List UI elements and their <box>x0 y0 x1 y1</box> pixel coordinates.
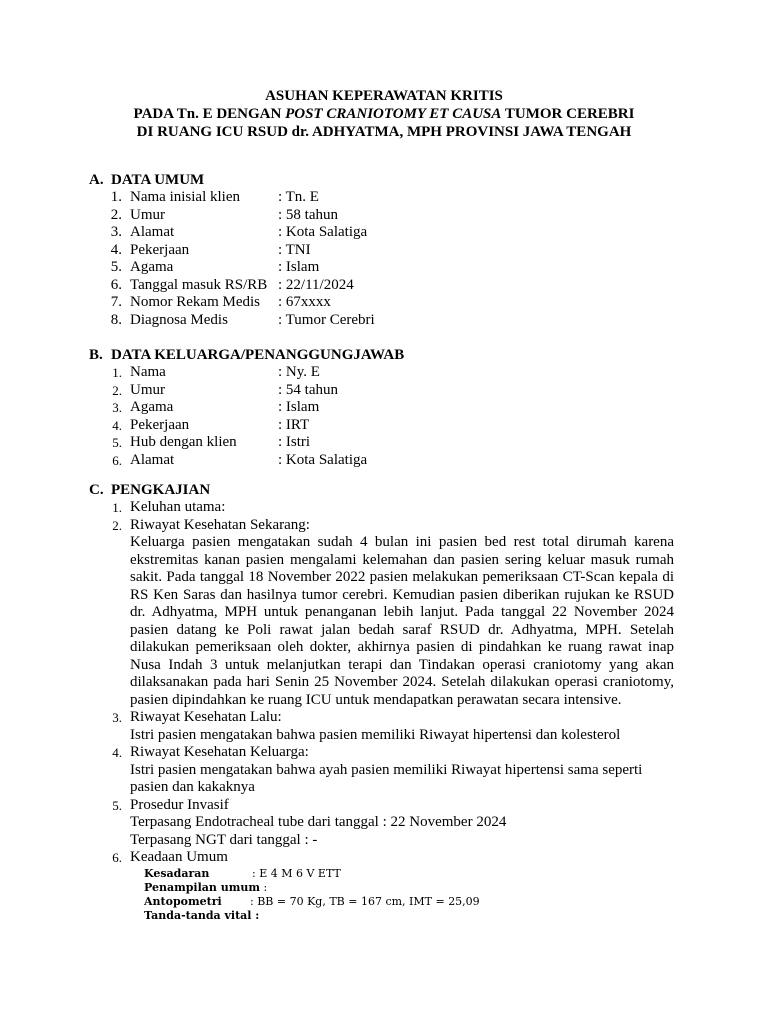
item-label: Nomor Rekam Medis <box>130 294 260 310</box>
item-label: Umur <box>130 381 165 398</box>
item-value: : Tumor Cerebri <box>278 311 375 328</box>
prosedur-ngt: Terpasang NGT dari tanggal : - <box>130 831 318 848</box>
item-num: 1. <box>112 365 122 380</box>
item-num: 2. <box>112 382 122 398</box>
item-num: 3. <box>112 400 122 415</box>
item-label: Diagnosa Medis <box>130 311 228 328</box>
item-value: : Kota Salatiga <box>278 451 368 468</box>
list-item: 5. Prosedur Invasif <box>112 796 229 813</box>
kesadaran-label: Kesadaran <box>144 866 210 880</box>
item-label: Agama <box>130 399 174 415</box>
item-num: 4. <box>110 241 122 258</box>
item-num: 1. <box>110 189 122 205</box>
penampilan-label: Penampilan umum <box>144 880 261 894</box>
item-value: : Kota Salatiga <box>278 224 368 240</box>
section-c-list <box>100 499 674 923</box>
item-label: Alamat <box>130 451 175 468</box>
item-label: Agama <box>130 259 174 275</box>
riwayat-keluarga-text: Istri pasien mengatakan bahwa ayah pasien memiliki Riwayat hipertensi sama seperti pasien dan kakaknya <box>130 761 643 795</box>
riwayat-lalu-text: Istri pasien mengatakan bahwa pasien memiliki Riwayat hipertensi dan kolesterol <box>130 726 621 743</box>
title-line-3: DI RUANG ICU RSUD dr. ADHYATMA, MPH PROVINSI JAWA TENGAH <box>136 124 632 140</box>
item-label: Tanggal masuk RS/RB <box>130 276 268 293</box>
keadaan-umum-block <box>100 867 674 923</box>
item-value: : Ny. E <box>278 364 320 380</box>
section-b-heading: B. DATA KELUARGA/PENANGGUNGJAWAB <box>89 347 405 363</box>
section-a-heading: A. DATA UMUM <box>89 172 205 188</box>
list-item: 3. Riwayat Kesehatan Lalu: <box>112 709 282 725</box>
item-num: 8. <box>110 311 122 328</box>
list-item: 1. Keluhan utama: <box>112 499 226 515</box>
item-label: Alamat <box>130 224 175 240</box>
item-num: 5. <box>112 435 122 450</box>
item-value: : IRT <box>278 416 310 433</box>
item-value: : TNI <box>278 241 311 258</box>
item-num: 7. <box>110 294 122 310</box>
item-value: : Tn. E <box>278 189 319 205</box>
item-num: 6. <box>110 276 122 293</box>
antopometri-value: : BB = 70 Kg, TB = 167 cm, IMT = 25,09 <box>250 894 480 908</box>
item-value: : Istri <box>278 434 311 450</box>
item-num: 4. <box>112 417 122 433</box>
item-label: Nama <box>130 364 166 380</box>
item-label: Hub dengan klien <box>130 434 237 450</box>
item-label: Pekerjaan <box>130 416 190 433</box>
title-line-2: PADA Tn. E DENGAN POST CRANIOTOMY ET CAUSA TUMOR CEREBRI <box>133 106 635 122</box>
list-item: 4. Riwayat Kesehatan Keluarga: <box>112 744 309 760</box>
item-num: 3. <box>110 224 122 240</box>
antopometri-label: Antopometri <box>144 894 222 908</box>
kesadaran-value: : E 4 M 6 V ETT <box>252 866 341 880</box>
list-item: 6. Keadaan Umum <box>112 849 228 865</box>
item-value: : 22/11/2024 <box>278 276 354 293</box>
item-label: Pekerjaan <box>130 241 190 258</box>
item-value: : 54 tahun <box>278 381 338 398</box>
item-num: 5. <box>110 259 122 275</box>
item-label: Nama inisial klien <box>130 189 240 205</box>
item-label: Umur <box>130 206 165 223</box>
item-value: : Islam <box>278 399 320 415</box>
document-title <box>0 87 768 141</box>
item-value: : 58 tahun <box>278 206 338 223</box>
list-item: 2. Riwayat Kesehatan Sekarang: <box>112 516 310 533</box>
section-c-heading: C. PENGKAJIAN <box>89 482 211 498</box>
ttv-label: Tanda-tanda vital : <box>144 908 260 922</box>
item-value: : 67xxxx <box>278 294 331 310</box>
prosedur-ett: Terpasang Endotracheal tube dari tanggal : 22 November 2024 <box>130 814 507 830</box>
title-line-1: ASUHAN KEPERAWATAN KRITIS <box>265 88 503 104</box>
item-num: 2. <box>110 206 122 223</box>
item-num: 6. <box>112 452 122 468</box>
item-value: : Islam <box>278 259 320 275</box>
penampilan-value: : <box>260 880 268 894</box>
riwayat-sekarang-text: Keluarga pasien mengatakan sudah 4 bulan ini pasien bed rest total dirumah karena ekstremitas kanan pasien mengalami kelemahan dan pasien sering keluar masuk rumah sakit. Pada tanggal 18 November 2022 pasien melakukan pemeriksaan CT-Scan kepala di RS Ken Saras dan hasilnya tumor cerebri. Kemudian pasien diberikan rujukan ke RSUD dr. Adhyatma, MPH untuk penanganan lebih lanjut. Pada tanggal 22 November 2024 pasien datang ke Poli rawat jalan bedah saraf RSUD dr. Adhyatma, MPH. Setelah dilakukan pemeriksaan oleh dokter, akhirnya pasien di pindahkan ke ruang rawat inap Nusa Indah 3 untuk melanjutkan terapi dan Tindakan operasi craniotomy yang akan dilaksanakan pada hari Senin 25 November 2024. Setelah dilakukan operasi craniotomy, pasien dipindahkan ke ruang ICU untuk mendapatkan perawatan secara intensive. <box>130 534 674 708</box>
